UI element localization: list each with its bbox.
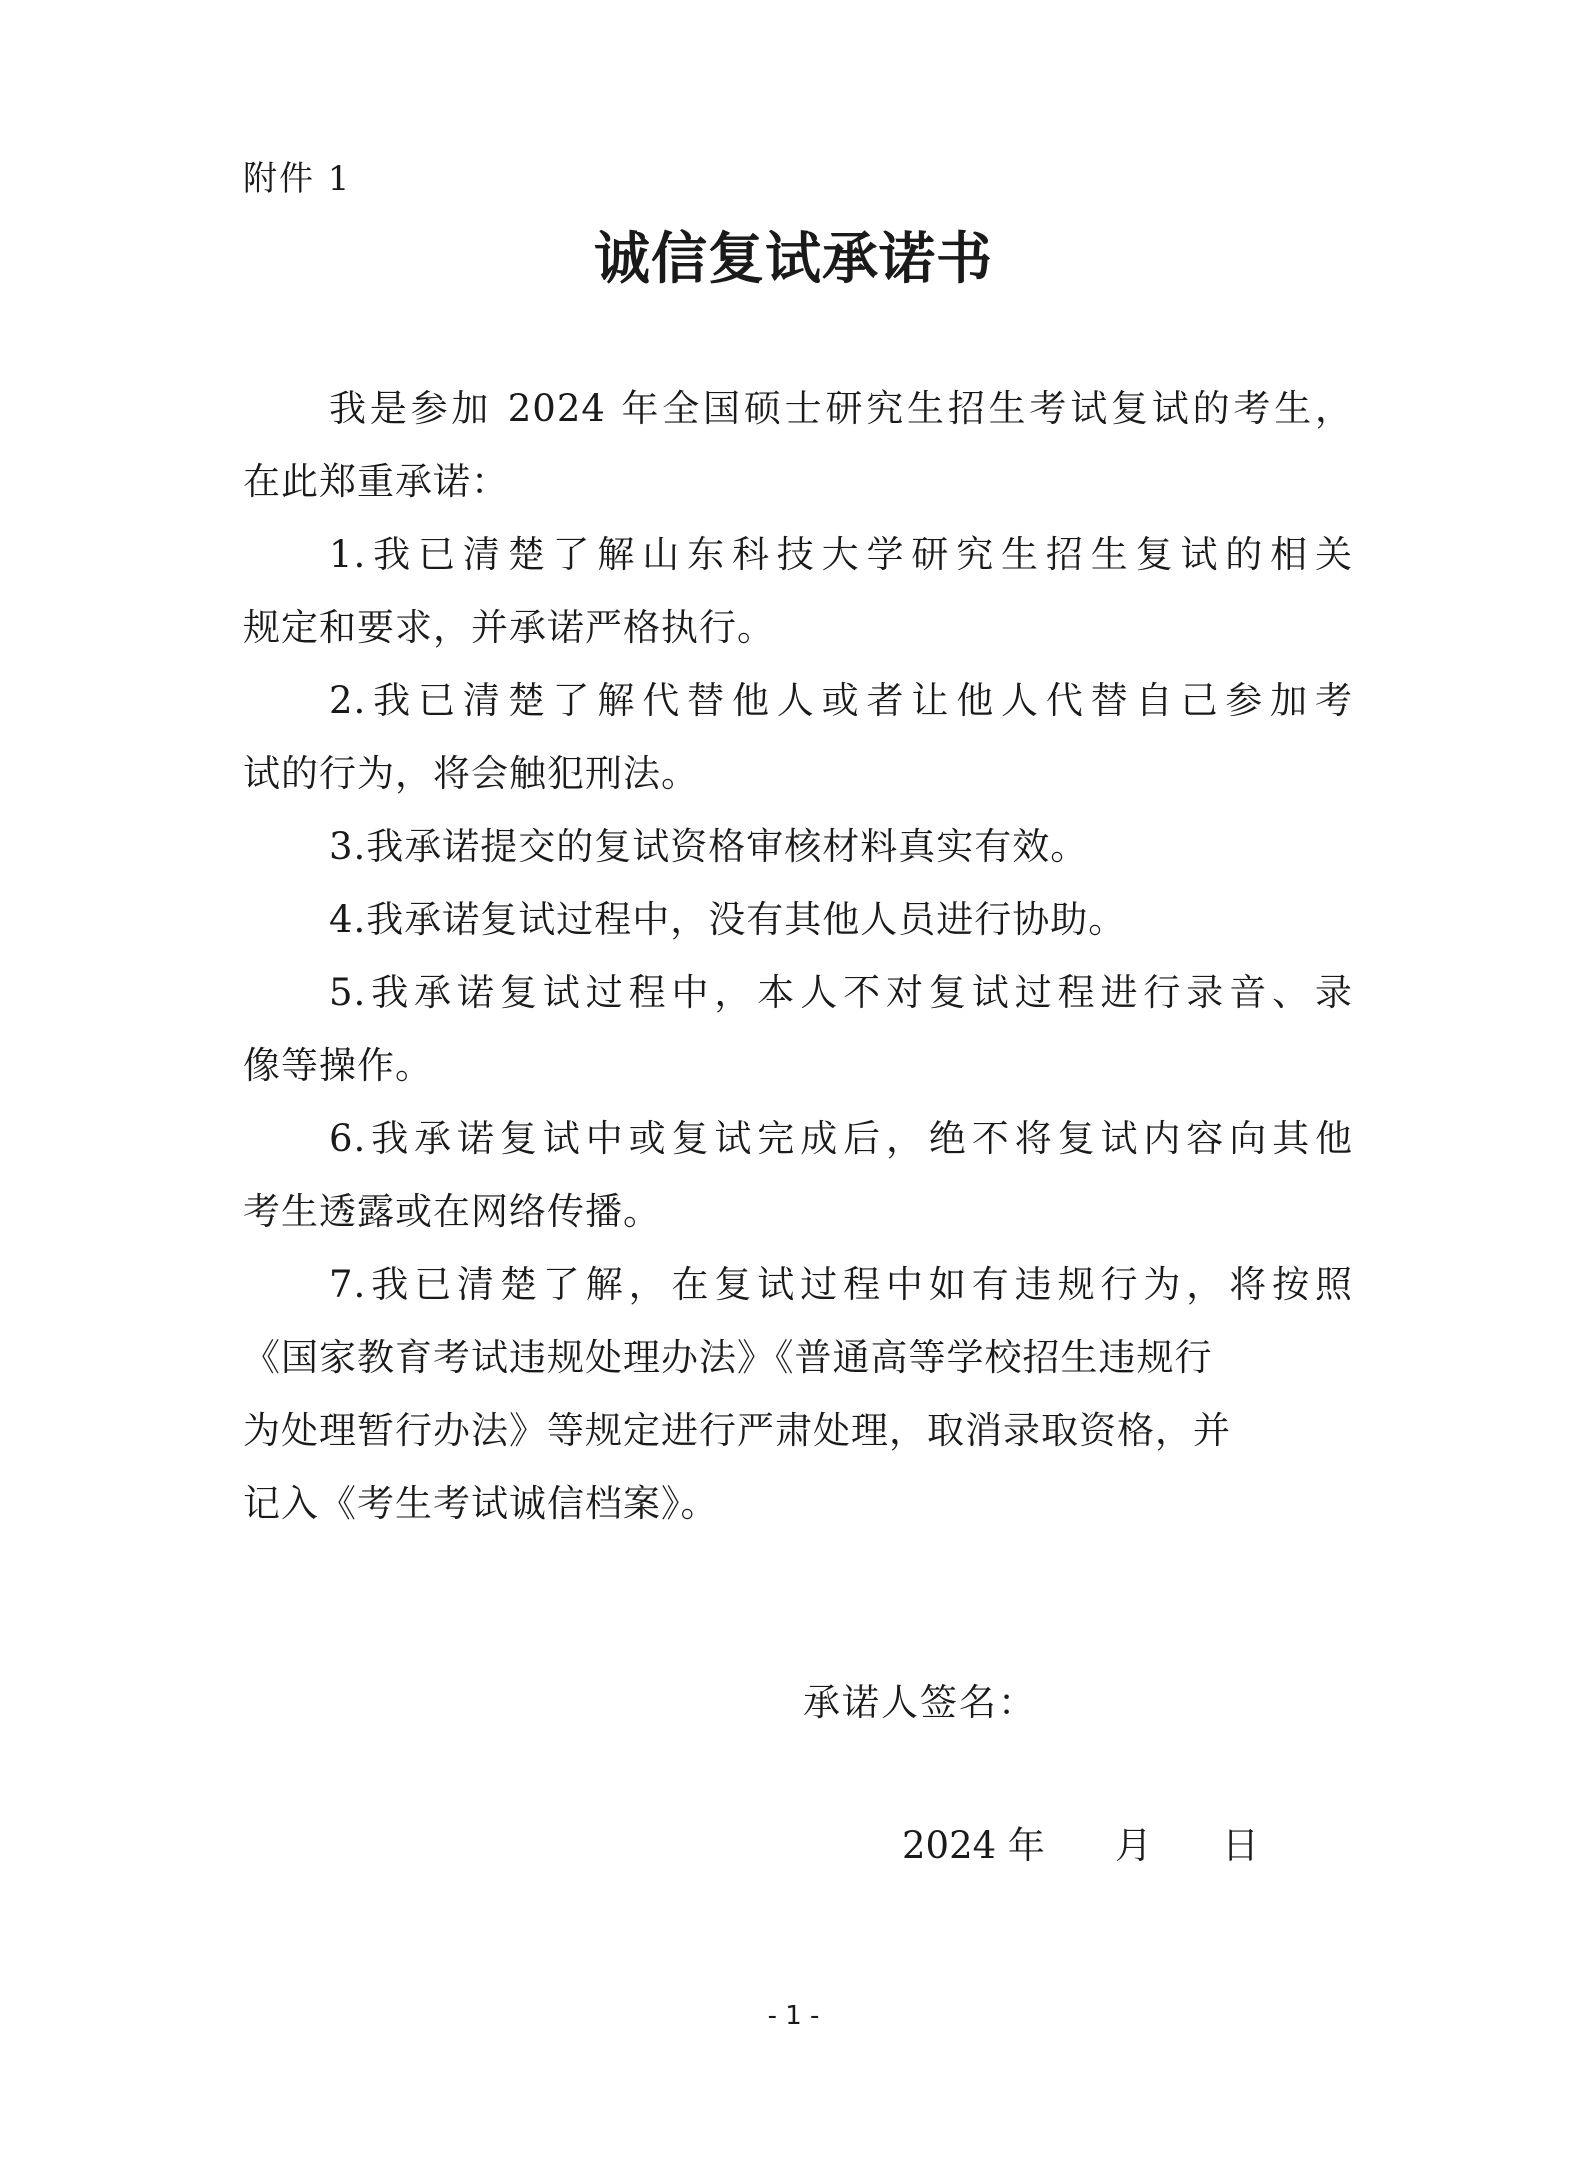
attachment-label: 附件 1: [243, 159, 352, 199]
paragraph-pledge-6-line-2: 考生透露或在网络传播。: [243, 1190, 661, 1233]
page-number: - 1 -: [767, 2001, 820, 2031]
paragraph-pledge-5-line-2: 像等操作。: [243, 1044, 433, 1087]
paragraph-pledge-2-line-2: 试的行为，将会触犯刑法。: [243, 752, 699, 795]
paragraph-pledge-1: [243, 518, 1353, 664]
date-month: 月: [1114, 1824, 1152, 1867]
paragraph-intro-line-1: 我是参加 2024 年全国硕士研究生招生考试复试的考生，: [329, 387, 1353, 430]
signature-label: 承诺人签名：: [803, 1681, 1037, 1724]
paragraph-intro-line-2: 在此郑重承诺：: [243, 460, 509, 503]
paragraph-pledge-6-line-1: 6.我承诺复试中或复试完成后，绝不将复试内容向其他: [329, 1117, 1353, 1160]
paragraph-pledge-3: [243, 810, 1353, 883]
paragraph-intro: [243, 372, 1353, 518]
document-title: 诚信复试承诺书: [594, 227, 993, 292]
document-body: [243, 372, 1353, 1540]
paragraph-pledge-4-line-1: 4.我承诺复试过程中，没有其他人员进行协助。: [329, 898, 1127, 941]
paragraph-pledge-5-line-1: 5.我承诺复试过程中，本人不对复试过程进行录音、录: [329, 971, 1353, 1014]
date-day: 日: [1221, 1824, 1259, 1867]
paragraph-pledge-4: [243, 883, 1353, 956]
date-year: 2024 年: [902, 1824, 1045, 1867]
paragraph-pledge-7-rest: 《国家教育考试违规处理办法》《普通高等学校招生违规行 为处理暂行办法》等规定进行严肃处理，取消录取资格，并 记入《考生考试诚信档案》。: [243, 1336, 1231, 1525]
paragraph-pledge-7-line-1: 7.我已清楚了解，在复试过程中如有违规行为，将按照: [329, 1263, 1353, 1306]
paragraph-pledge-3-line-1: 3.我承诺提交的复试资格审核材料真实有效。: [329, 825, 1089, 868]
paragraph-pledge-1-line-2: 规定和要求，并承诺严格执行。: [243, 606, 775, 649]
paragraph-pledge-2-line-1: 2.我已清楚了解代替他人或者让他人代替自己参加考: [329, 679, 1353, 722]
paragraph-pledge-2: [243, 664, 1353, 810]
paragraph-pledge-7: [243, 1248, 1353, 1540]
signature-date: [902, 1809, 1259, 1882]
paragraph-pledge-1-line-1: 1.我已清楚了解山东科技大学研究生招生复试的相关: [329, 533, 1353, 576]
paragraph-pledge-6: [243, 1102, 1353, 1248]
paragraph-pledge-5: [243, 956, 1353, 1102]
